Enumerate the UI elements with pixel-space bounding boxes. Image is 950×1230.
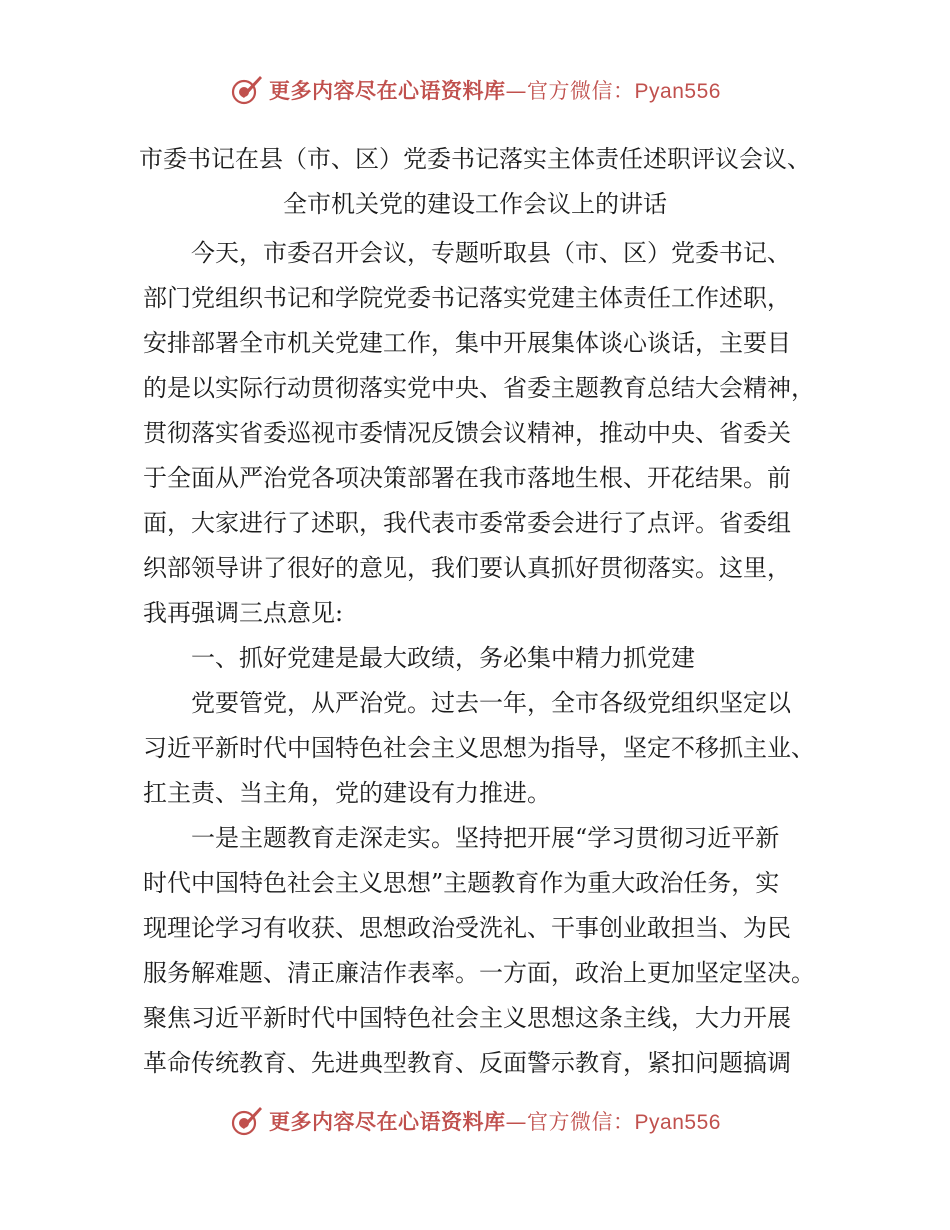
body-line: 习近平新时代中国特色社会主义思想为指导，坚定不移抓主业、 [143,734,815,762]
body-line: 时代中国特色社会主义思想”主题教育作为重大政治任务，实 [143,869,780,897]
body-line: 服务解难题、清正廉洁作表率。一方面，政治上更加坚定坚决。 [143,959,815,987]
section-heading: 一、抓好党建是最大政绩，务必集中精力抓党建 [191,644,695,672]
body-line: 贯彻落实省委巡视市委情况反馈会议精神，推动中央、省委关 [143,419,791,447]
body-line: 安排部署全市机关党建工作，集中开展集体谈心谈话，主要目 [143,329,791,357]
body-line: 我再强调三点意见: [143,599,344,627]
body-line: 今天，市委召开会议，专题听取县（市、区）党委书记、 [191,239,791,267]
body-line: 于全面从严治党各项决策部署在我市落地生根、开花结果。前 [143,464,791,492]
body-line: 聚焦习近平新时代中国特色社会主义思想这条主线，大力开展 [143,1004,791,1032]
body-line: 面，大家进行了述职，我代表市委常委会进行了点评。省委组 [143,509,791,537]
body-line: 现理论学习有收获、思想政治受洗礼、干事创业敢担当、为民 [143,914,791,942]
body-line: 革命传统教育、先进典型教育、反面警示教育，紧扣问题搞调 [143,1049,791,1077]
header-banner [0,70,950,110]
footer-banner [0,1101,950,1141]
body-line: 织部领导讲了很好的意见，我们要认真抓好贯彻落实。这里， [143,554,791,582]
banner-text: 更多内容尽在心语资料库—官方微信：Pyan556 [269,1110,721,1134]
document-title-line-2: 全市机关党的建设工作会议上的讲话 [283,190,667,218]
banner-text: 更多内容尽在心语资料库—官方微信：Pyan556 [269,79,721,103]
body-line: 党要管党，从严治党。过去一年，全市各级党组织坚定以 [191,689,791,717]
body-line: 一是主题教育走深走实。坚持把开展“学习贯彻习近平新 [191,824,780,852]
quill-logo-icon [229,72,265,108]
quill-logo-icon [229,1103,265,1139]
body-line: 部门党组织书记和学院党委书记落实党建主体责任工作述职， [143,284,791,312]
document-title-line-1: 市委书记在县（市、区）党委书记落实主体责任述职评议会议、 [139,145,811,173]
body-line: 扛主责、当主角，党的建设有力推进。 [143,779,551,807]
body-line: 的是以实际行动贯彻落实党中央、省委主题教育总结大会精神， [143,374,815,402]
